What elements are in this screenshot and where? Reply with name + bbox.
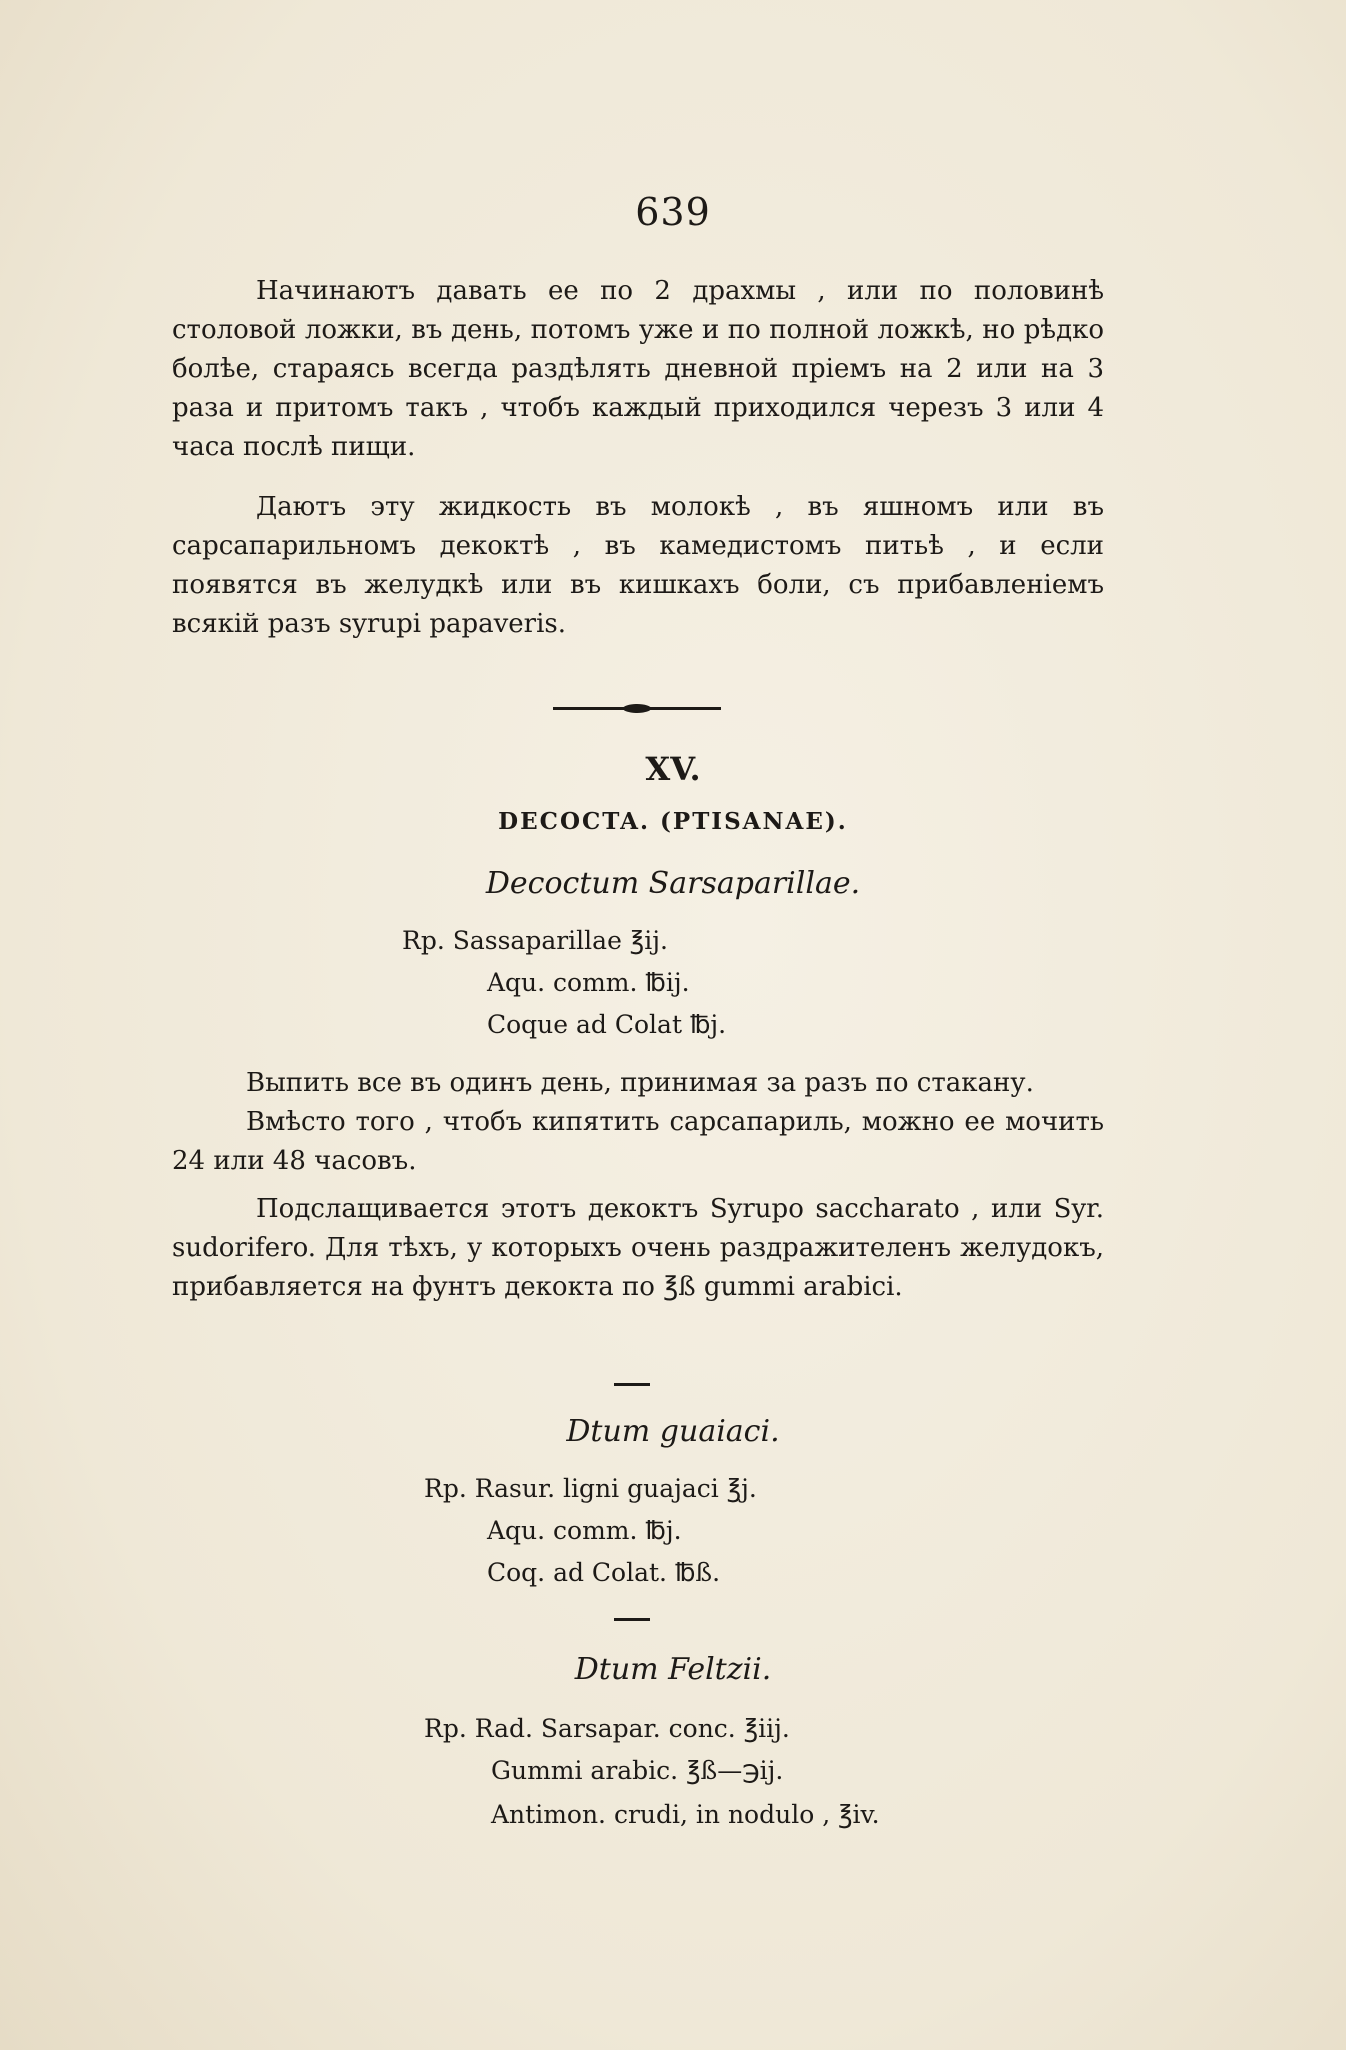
paragraph-text: Даютъ эту жидкость въ молокѣ , въ яшномъ или въ сарсапарильномъ декоктѣ , въ камедистомъ питьѣ , и если появятся въ желудкѣ или въ кишкахъ боли, съ прибавленіемъ всякій разъ syrupi papaveris. xyxy=(172,492,1104,639)
recipe-line: Gummi arabic. ℥ß—℈ij. xyxy=(491,1756,784,1785)
section-heading: DECOCTA. (PTISANAE). xyxy=(498,808,848,835)
recipe-line: Coque ad Colat ℔j. xyxy=(487,1010,727,1039)
recipe-title: Dtum Feltzii. xyxy=(574,1652,772,1687)
recipe-line: Rp. Rasur. ligni guajaci ℥j. xyxy=(424,1474,757,1503)
paragraph-text: Начинаютъ давать ее по 2 драхмы , или по половинѣ столовой ложки, въ день, потомъ уже и по полной ложкѣ, но рѣдко болѣе, стараясь всегда раздѣлять дневной пріемъ на 2 или на 3 раза и притомъ такъ , чтобъ каждый приходился черезъ 3 или 4 часа послѣ пищи. xyxy=(172,276,1104,462)
recipe-line: Rp. Rad. Sarsapar. conc. ℥iij. xyxy=(424,1714,790,1743)
note-text: Выпить все въ одинъ день, принимая за разъ по стакану. xyxy=(246,1068,1034,1098)
ornamental-divider xyxy=(553,706,721,711)
page-number: 639 xyxy=(635,190,711,234)
recipe-line: Antimon. crudi, in nodulo , ℥iv. xyxy=(491,1800,880,1829)
paragraph-administration xyxy=(172,488,1104,644)
note-text: Подслащивается этотъ декоктъ Syrupo saccharato , или Syr. sudorifero. Для тѣхъ, у которыхъ очень раздражителенъ желудокъ, прибавляется на фунтъ декокта по ℥ß gummi arabici. xyxy=(172,1194,1104,1302)
recipe-line: Coq. ad Colat. ℔ß. xyxy=(487,1558,721,1587)
paragraph-dosage xyxy=(172,272,1104,467)
recipe-line: Rp. Sassaparillae ℥ij. xyxy=(402,926,668,955)
separator-dash xyxy=(614,1618,650,1621)
note-text: Вмѣсто того , чтобъ кипятить сарсапариль, можно ее мочить 24 или 48 часовъ. xyxy=(172,1107,1104,1176)
recipe-notes xyxy=(172,1064,1104,1307)
separator-dash xyxy=(614,1383,650,1386)
recipe-line: Aqu. comm. ℔ij. xyxy=(487,968,690,997)
recipe-title: Decoctum Sarsaparillae. xyxy=(485,866,861,901)
section-number: XV. xyxy=(645,750,701,788)
recipe-title: Dtum guaiaci. xyxy=(566,1414,780,1449)
recipe-line: Aqu. comm. ℔j. xyxy=(487,1516,682,1545)
